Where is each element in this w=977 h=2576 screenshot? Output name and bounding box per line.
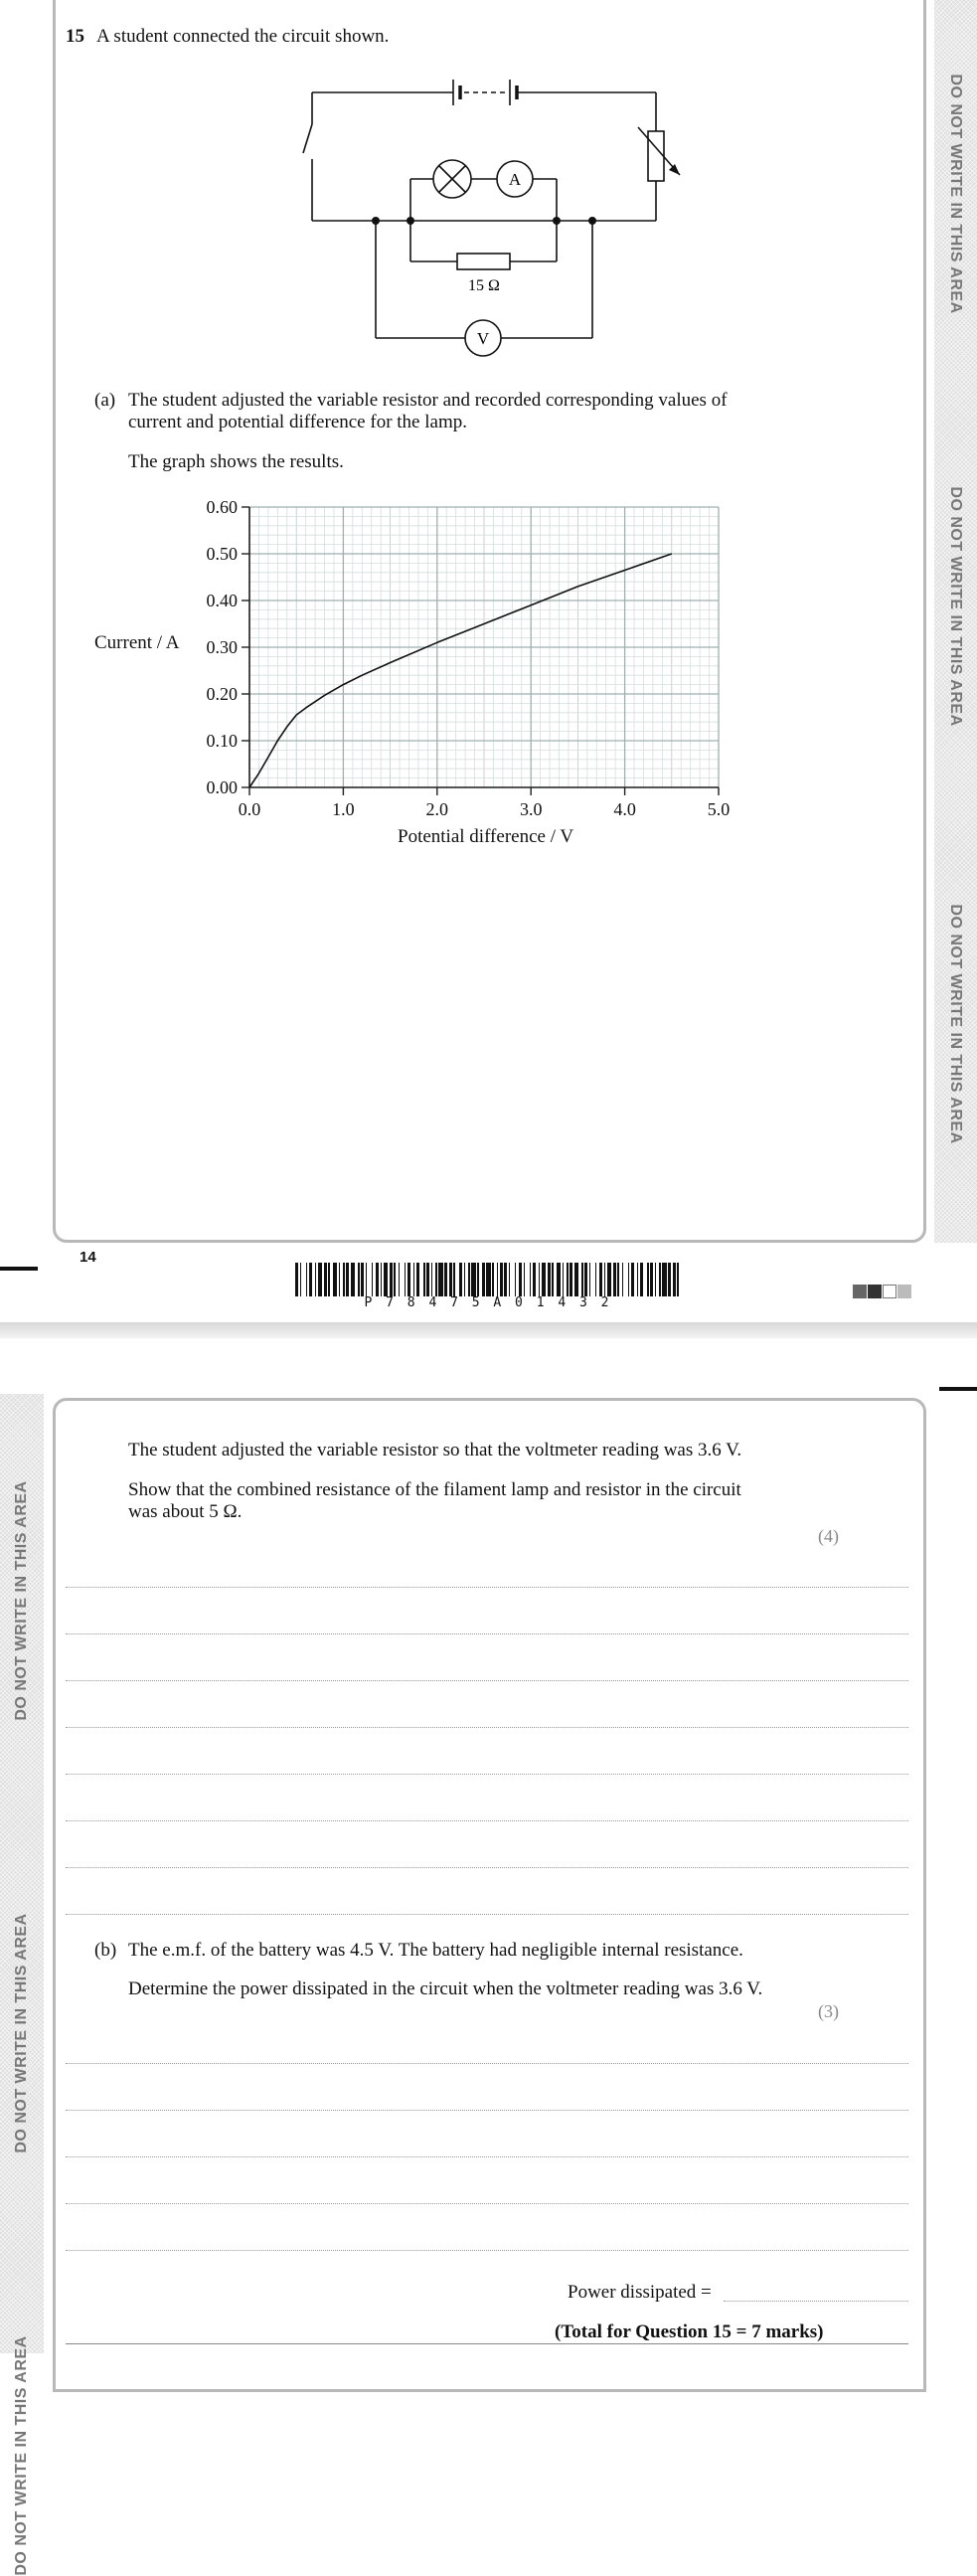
barcode-bar [584,1263,587,1296]
barcode-bar [477,1263,479,1296]
barcode-bar [500,1263,503,1296]
top-right-rule [939,1387,977,1391]
barcode-bar [595,1263,597,1296]
power-dissipated-label: Power dissipated = [568,2282,712,2303]
barcode-text: P 7 8 4 7 5 A 0 1 4 3 2 [364,1295,612,1310]
part-a-label: (a) [94,390,116,411]
x-tick-label: 4.0 [613,799,636,819]
part-a-cont-line2: Show that the combined resistance of the filament lamp and resistor in the circuit [128,1479,741,1500]
x-tick-label: 3.0 [519,799,543,819]
barcode-bar [384,1263,389,1296]
barcode-bar [622,1263,624,1296]
iv-graph [0,0,977,895]
barcode-bar [394,1263,396,1296]
barcode-bar [519,1263,522,1296]
barcode-bar [295,1263,298,1296]
barcode-bar [504,1263,507,1296]
barcode-bar [486,1263,491,1296]
answer-line-b1[interactable] [66,2063,908,2064]
barcode-bar [328,1263,330,1296]
y-tick-label: 0.40 [206,591,238,610]
barcode-bar [659,1263,661,1296]
y-tick-label: 0.00 [206,777,238,797]
total-marks: (Total for Question 15 = 7 marks) [555,2321,824,2342]
barcode-bar [599,1263,602,1296]
barcode-bar [315,1263,317,1296]
answer-line-a5[interactable] [66,1774,908,1775]
barcode-bar [574,1263,579,1296]
barcode-bar [444,1263,447,1296]
part-b-line1: The e.m.f. of the battery was 4.5 V. The battery had negligible internal resistance. [128,1940,743,1961]
barcode-bar [405,1263,407,1296]
barcode-bar [426,1263,429,1296]
barcode-bar [351,1263,356,1296]
barcode-bar [589,1263,591,1296]
question-stem: A student connected the circuit shown. [96,26,390,47]
answer-line-a1[interactable] [66,1587,908,1588]
answer-line-a2[interactable] [66,1633,908,1634]
barcode-bar [497,1263,499,1296]
barcode-bar [366,1263,368,1296]
part-a-line1: The student adjusted the variable resistor and recorded corresponding values of [128,390,728,411]
part-b-marks: (3) [818,2001,839,2021]
x-tick-label: 0.0 [238,799,261,819]
barcode-bar [390,1263,393,1296]
barcode-bar [530,1263,532,1296]
answer-line-a6[interactable] [66,1820,908,1821]
y-tick-label: 0.60 [206,497,238,517]
barcode-bar [604,1263,606,1296]
answer-line-b5[interactable] [66,2250,908,2251]
graph-intro: The graph shows the results. [128,451,344,472]
barcode-bar [300,1263,302,1296]
barcode-bar [533,1263,536,1296]
page-separator [0,1322,977,1338]
barcode-bar [542,1263,547,1296]
barcode-bar [637,1263,639,1296]
margin-warning-1: DO NOT WRITE IN THIS AREA [947,74,964,314]
barcode-bar [376,1263,379,1296]
answer-frame-page2 [53,1398,926,2392]
barcode [295,1263,681,1296]
ammeter-label: A [508,170,522,189]
y-tick-label: 0.30 [206,637,238,657]
barcode-bar [570,1263,572,1296]
answer-line-a3[interactable] [66,1680,908,1681]
part-b-line2: Determine the power dissipated in the circuit when the voltmeter reading was 3.6 V. [128,1978,763,1999]
answer-line-a4[interactable] [66,1727,908,1728]
barcode-bar [552,1263,554,1296]
barcode-bar [581,1263,583,1296]
barcode-bar [407,1263,410,1296]
barcode-bar [423,1263,425,1296]
barcode-bar [459,1263,462,1296]
answer-line-a8[interactable] [66,1914,908,1915]
barcode-bar [613,1263,616,1296]
footer-rule-left [0,1267,38,1271]
barcode-bar [607,1263,612,1296]
page-marker-blocks [853,1285,912,1298]
margin-warning-6: DO NOT WRITE IN THIS AREA [13,2335,30,2576]
barcode-bar [381,1263,383,1296]
barcode-bar [431,1263,433,1296]
part-a-line2: current and potential difference for the lamp. [128,412,467,432]
y-tick-label: 0.50 [206,544,238,564]
answer-line-b4[interactable] [66,2203,908,2204]
y-axis-label: Current / A [94,632,180,653]
margin-warning-4: DO NOT WRITE IN THIS AREA [13,1480,30,1721]
barcode-bar [324,1263,327,1296]
barcode-bar [515,1263,517,1296]
barcode-bar [647,1263,649,1296]
barcode-bar [343,1263,345,1296]
barcode-bar [449,1263,452,1296]
barcode-bar [640,1263,643,1296]
barcode-bar [617,1263,619,1296]
barcode-bar [548,1263,551,1296]
barcode-bar [628,1263,630,1296]
part-a-marks: (4) [818,1526,839,1546]
y-tick-label: 0.10 [206,731,238,751]
barcode-bar [361,1263,364,1296]
barcode-bar [482,1263,485,1296]
barcode-bar [539,1263,541,1296]
x-tick-label: 5.0 [707,799,731,819]
y-tick-label: 0.20 [206,684,238,704]
answer-line-a7[interactable] [66,1867,908,1868]
barcode-bar [358,1263,360,1296]
barcode-bar [416,1263,419,1296]
voltmeter-label: V [476,329,490,348]
barcode-bar [413,1263,415,1296]
barcode-bar [309,1263,312,1296]
barcode-bar [333,1263,338,1296]
barcode-bar [435,1263,437,1296]
question-number: 15 [66,26,84,47]
margin-warning-3: DO NOT WRITE IN THIS AREA [947,904,964,1144]
margin-warning-2: DO NOT WRITE IN THIS AREA [947,486,964,727]
part-a-cont-line1: The student adjusted the variable resistor so that the voltmeter reading was 3.6 V. [128,1440,742,1460]
part-b-label: (b) [94,1940,117,1961]
barcode-bar [668,1263,671,1296]
barcode-bar [438,1263,443,1296]
barcode-bar [453,1263,455,1296]
barcode-bar [468,1263,470,1296]
barcode-bar [631,1263,634,1296]
barcode-bar [509,1263,511,1296]
answer-line-b3[interactable] [66,2156,908,2157]
total-rule [66,2343,908,2344]
power-dissipated-answer-line[interactable] [724,2301,908,2302]
x-tick-label: 2.0 [425,799,449,819]
x-tick-label: 1.0 [332,799,355,819]
resistor-label: 15 Ω [468,277,500,294]
answer-line-b2[interactable] [66,2110,908,2111]
barcode-bar [567,1263,569,1296]
barcode-bar [563,1263,565,1296]
barcode-bar [399,1263,401,1296]
page-number: 14 [80,1249,96,1266]
barcode-bar [318,1263,323,1296]
barcode-bar [557,1263,562,1296]
barcode-bar [372,1263,374,1296]
barcode-bar [492,1263,494,1296]
barcode-bar [677,1263,679,1296]
part-a-cont-line3: was about 5 Ω. [128,1501,243,1522]
barcode-bar [339,1263,341,1296]
barcode-bar [306,1263,308,1296]
margin-warning-5: DO NOT WRITE IN THIS AREA [13,1913,30,2153]
barcode-bar [662,1263,667,1296]
barcode-bar [655,1263,657,1296]
barcode-bar [650,1263,653,1296]
barcode-bar [673,1263,676,1296]
barcode-bar [471,1263,476,1296]
barcode-bar [524,1263,526,1296]
barcode-bar [346,1263,349,1296]
barcode-bar [464,1263,466,1296]
x-axis-label: Potential difference / V [398,826,574,847]
